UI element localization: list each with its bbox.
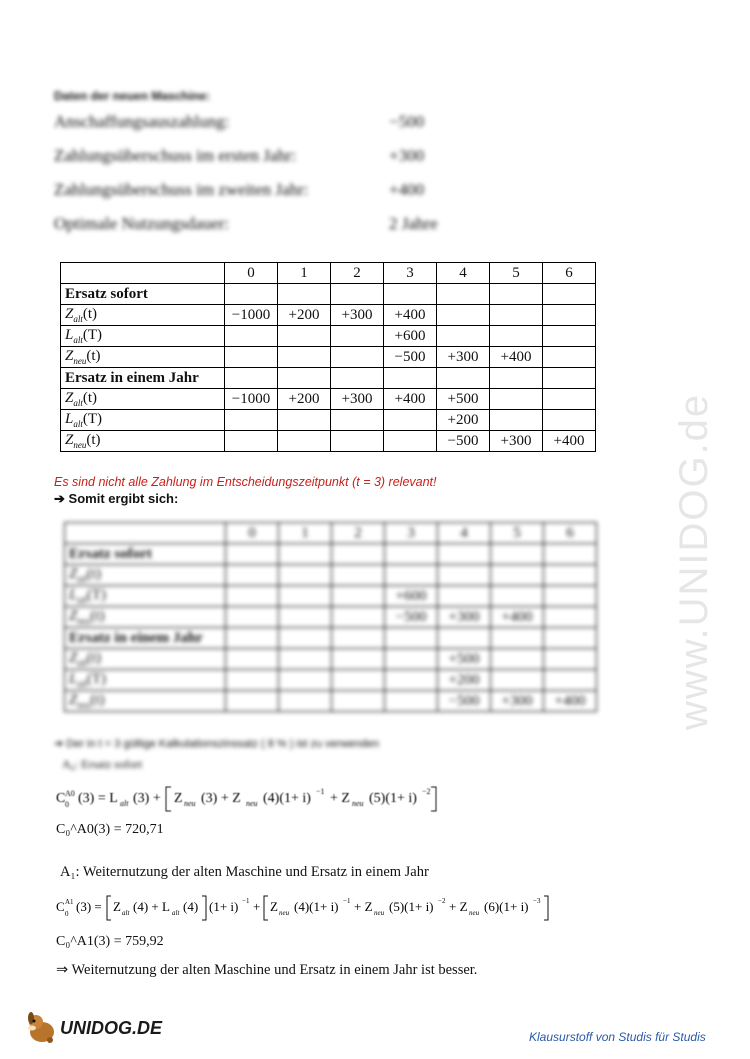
table-cell: [385, 691, 438, 712]
arrow-line: [54, 491, 178, 507]
conclusion: ⇒ Weiternutzung der alten Maschine und Ersatz in einem Jahr ist besser.: [56, 962, 478, 978]
machine-data-value: 2 Jahre: [389, 214, 438, 233]
machine-data-value: −500: [389, 112, 425, 131]
svg-text:alt: alt: [120, 799, 129, 808]
svg-text:Z: Z: [270, 899, 278, 914]
table-cell: [279, 628, 332, 649]
machine-data-row: [54, 214, 454, 248]
table-cell: +400: [490, 347, 543, 368]
table-cell: +600: [385, 586, 438, 607]
row-label: $Z_{alt}(t)$: [65, 649, 226, 670]
table-cell: [332, 544, 385, 565]
table-cell: +300: [491, 691, 544, 712]
table-cell: [279, 607, 332, 628]
logo: [24, 1010, 162, 1046]
svg-text:+ Z: + Z: [330, 791, 350, 806]
table-cell: [331, 347, 384, 368]
svg-text:(3) =: (3) =: [76, 899, 102, 914]
svg-text:−1: −1: [242, 897, 250, 905]
table-cell: [438, 544, 491, 565]
table-cell: [279, 691, 332, 712]
row-label: $L_{alt}(T)$: [65, 586, 226, 607]
svg-text:−1: −1: [316, 787, 325, 796]
machine-data-list: [54, 112, 454, 248]
svg-text:Z: Z: [113, 899, 121, 914]
column-header: 1: [279, 523, 332, 544]
table-cell: [543, 410, 596, 431]
svg-text:(3) +: (3) +: [133, 791, 161, 806]
svg-text:A0: A0: [65, 789, 75, 798]
table-row: [61, 410, 596, 431]
table-cell: [490, 326, 543, 347]
table-cell: [332, 649, 385, 670]
table-cell: −1000: [225, 389, 278, 410]
cashflow-table-1: [60, 262, 596, 452]
table-cell: [278, 326, 331, 347]
table-cell: [226, 628, 279, 649]
table-cell: [490, 305, 543, 326]
a1-label: A₁: Weiternutzung der alten Maschine und Ersatz in einem Jahr: [60, 864, 429, 880]
table-cell: +200: [437, 410, 490, 431]
svg-text:neu: neu: [184, 799, 196, 808]
svg-text:Z: Z: [174, 791, 183, 806]
column-header: 6: [544, 523, 597, 544]
table-cell: [543, 368, 596, 389]
table-cell: −1000: [225, 305, 278, 326]
table-row: [61, 431, 596, 452]
a0-result: C₀^A0(3) = 720,71: [56, 822, 164, 837]
table-cell: +600: [384, 326, 437, 347]
svg-text:0: 0: [65, 910, 69, 918]
footer-tagline: Klausurstoff von Studis für Studis: [529, 1030, 706, 1044]
column-header: 2: [332, 523, 385, 544]
table-cell: +300: [331, 305, 384, 326]
svg-text:+: +: [253, 899, 261, 914]
table-cell: [225, 326, 278, 347]
row-label: $Z_{neu}(t)$: [61, 347, 225, 368]
svg-text:0: 0: [65, 800, 69, 809]
table-cell: +300: [331, 389, 384, 410]
table-cell: [278, 347, 331, 368]
row-label: $Z_{alt}(t)$: [61, 389, 225, 410]
table-cell: [225, 368, 278, 389]
section-title: Ersatz sofort: [65, 544, 226, 565]
svg-text:(5)(1+ i): (5)(1+ i): [369, 791, 417, 806]
table-cell: −500: [438, 691, 491, 712]
table-cell: [544, 628, 597, 649]
table-cell: [279, 649, 332, 670]
section-row: [65, 544, 597, 565]
table-cell: [438, 586, 491, 607]
column-header: 6: [543, 263, 596, 284]
section-heading: Daten der neuen Maschine:: [54, 89, 211, 103]
table-cell: [278, 284, 331, 305]
table-row: [61, 326, 596, 347]
table-cell: [225, 284, 278, 305]
table-cell: +200: [278, 389, 331, 410]
arrow-icon-2: ➔: [54, 738, 64, 750]
table-cell: +400: [491, 607, 544, 628]
table-row: [65, 670, 597, 691]
table-cell: [332, 586, 385, 607]
table-cell: +200: [278, 305, 331, 326]
table-cell: [384, 284, 437, 305]
row-label: $Z_{alt}(t)$: [61, 305, 225, 326]
table-cell: −500: [437, 431, 490, 452]
row-label: $Z_{alt}(t)$: [65, 565, 226, 586]
table-cell: [490, 284, 543, 305]
machine-data-label: Optimale Nutzungsdauer:: [54, 214, 230, 233]
dog-icon: [24, 1010, 60, 1046]
svg-text:(5)(1+ i): (5)(1+ i): [389, 899, 434, 914]
table-cell: [331, 284, 384, 305]
table-cell: +400: [384, 305, 437, 326]
table-cell: [226, 607, 279, 628]
column-header: 4: [438, 523, 491, 544]
svg-text:neu: neu: [469, 909, 480, 917]
table-row: [65, 607, 597, 628]
table-cell: [543, 305, 596, 326]
svg-text:(3) + Z: (3) + Z: [201, 791, 241, 806]
table-cell: [226, 649, 279, 670]
svg-text:neu: neu: [279, 909, 290, 917]
table-cell: +500: [437, 389, 490, 410]
svg-text:−2: −2: [438, 897, 446, 905]
table-cell: +500: [438, 649, 491, 670]
table-cell: +400: [384, 389, 437, 410]
row-label: $L_{alt}(T)$: [61, 326, 225, 347]
section-title: Ersatz sofort: [61, 284, 225, 305]
svg-text:(4): (4): [183, 899, 199, 914]
table-cell: [279, 565, 332, 586]
table-cell: [544, 649, 597, 670]
machine-data-value: +400: [389, 180, 425, 199]
row-label: $L_{alt}(T)$: [61, 410, 225, 431]
table-cell: [225, 410, 278, 431]
svg-text:(4)(1+ i): (4)(1+ i): [294, 899, 339, 914]
table-cell: [490, 389, 543, 410]
table-cell: [490, 368, 543, 389]
table-cell: [438, 628, 491, 649]
table-cell: [332, 565, 385, 586]
table-cell: [278, 431, 331, 452]
svg-text:C: C: [56, 899, 65, 914]
table-cell: +300: [438, 607, 491, 628]
svg-text:(4) + L: (4) + L: [133, 899, 170, 914]
table-cell: [491, 544, 544, 565]
table-row: [61, 389, 596, 410]
machine-data-row: [54, 146, 454, 180]
arrow-text: Somit ergibt sich:: [68, 491, 179, 506]
table-cell: +200: [438, 670, 491, 691]
table-cell: +300: [437, 347, 490, 368]
svg-text:+ Z: + Z: [449, 899, 468, 914]
column-header: 0: [225, 263, 278, 284]
table-cell: [384, 431, 437, 452]
table-cell: [385, 670, 438, 691]
svg-text:C: C: [56, 791, 66, 806]
column-header: 5: [490, 263, 543, 284]
section-row: [65, 628, 597, 649]
table-cell: [331, 410, 384, 431]
table-cell: [226, 670, 279, 691]
table-cell: [491, 628, 544, 649]
machine-data-row: [54, 180, 454, 214]
table-cell: [543, 347, 596, 368]
table-cell: [543, 389, 596, 410]
table-cell: [491, 649, 544, 670]
a0-label: A₀: Ersatz sofort: [62, 757, 143, 771]
table-cell: [278, 368, 331, 389]
svg-text:A1: A1: [65, 898, 74, 906]
table-cell: [491, 565, 544, 586]
table-cell: [543, 326, 596, 347]
table-row: [65, 586, 597, 607]
svg-text:neu: neu: [352, 799, 364, 808]
table-cell: [437, 305, 490, 326]
table-row: [61, 347, 596, 368]
arrow-icon: ➔: [54, 491, 65, 506]
svg-text:neu: neu: [246, 799, 258, 808]
column-header: 0: [226, 523, 279, 544]
column-header: 4: [437, 263, 490, 284]
interest-note-text: Der in t = 3 gültige Kalkulationszinssatz ( 8 % ) ist zu verwenden: [66, 738, 380, 750]
svg-text:alt: alt: [122, 909, 130, 917]
column-header: 5: [491, 523, 544, 544]
table-cell: [437, 284, 490, 305]
table-cell: −500: [384, 347, 437, 368]
table-cell: [438, 565, 491, 586]
svg-text:−1: −1: [343, 897, 351, 905]
section-title: Ersatz in einem Jahr: [65, 628, 226, 649]
column-header: 3: [385, 523, 438, 544]
table-cell: +400: [543, 431, 596, 452]
machine-data-value: +300: [389, 146, 425, 165]
table-cell: [279, 670, 332, 691]
table-corner-cell: [61, 263, 225, 284]
interest-note: [54, 737, 379, 750]
table-cell: [544, 544, 597, 565]
table-cell: [332, 607, 385, 628]
column-header: 1: [278, 263, 331, 284]
table-cell: [544, 565, 597, 586]
table-cell: [226, 691, 279, 712]
row-label: $Z_{neu}(t)$: [65, 691, 226, 712]
table-cell: [544, 607, 597, 628]
table-cell: [226, 544, 279, 565]
svg-text:+ Z: + Z: [354, 899, 373, 914]
table-cell: +400: [544, 691, 597, 712]
section-title: Ersatz in einem Jahr: [61, 368, 225, 389]
a1-formula: [56, 893, 576, 928]
column-header: 3: [384, 263, 437, 284]
machine-data-label: Zahlungsüberschuss im ersten Jahr:: [54, 146, 297, 165]
row-label: $L_{alt}(T)$: [65, 670, 226, 691]
table-cell: [225, 347, 278, 368]
svg-text:(6)(1+ i): (6)(1+ i): [484, 899, 529, 914]
table-cell: [490, 410, 543, 431]
table-cell: [226, 586, 279, 607]
table-cell: [331, 368, 384, 389]
svg-text:(4)(1+ i): (4)(1+ i): [263, 791, 311, 806]
row-label: $Z_{neu}(t)$: [61, 431, 225, 452]
table-cell: −500: [385, 607, 438, 628]
section-row: [61, 284, 596, 305]
table-cell: [437, 368, 490, 389]
svg-text:alt: alt: [172, 909, 180, 917]
table-cell: +300: [490, 431, 543, 452]
table-cell: [385, 544, 438, 565]
table-cell: [331, 326, 384, 347]
table-cell: [544, 670, 597, 691]
table-cell: [225, 431, 278, 452]
svg-text:−2: −2: [422, 787, 431, 796]
table-cell: [491, 670, 544, 691]
table-cell: [385, 628, 438, 649]
a0-formula: [56, 784, 456, 819]
logo-text: UNIDOG.DE: [60, 1017, 163, 1038]
table-row: [61, 305, 596, 326]
table-cell: [491, 586, 544, 607]
table-cell: [279, 586, 332, 607]
a1-formula-graphic: [56, 893, 576, 923]
machine-data-row: [54, 112, 454, 146]
table-cell: [331, 431, 384, 452]
table-cell: [384, 410, 437, 431]
a0-formula-graphic: [56, 784, 456, 814]
row-label: $Z_{neu}(t)$: [65, 607, 226, 628]
warning-text: Es sind nicht alle Zahlung im Entscheidungszeitpunkt (t = 3) relevant!: [54, 475, 437, 489]
table-cell: [279, 544, 332, 565]
machine-data-label: Zahlungsüberschuss im zweiten Jahr:: [54, 180, 309, 199]
svg-text:(1+ i): (1+ i): [209, 899, 239, 914]
cashflow-table-2: [64, 522, 597, 712]
table-cell: [226, 565, 279, 586]
svg-text:neu: neu: [374, 909, 385, 917]
table-cell: [385, 649, 438, 670]
table-cell: [332, 670, 385, 691]
machine-data-label: Anschaffungsauszahlung:: [54, 112, 230, 131]
table-corner-cell: [65, 523, 226, 544]
table-cell: [278, 410, 331, 431]
table-cell: [544, 586, 597, 607]
watermark: www.UNIDOG.de: [672, 392, 716, 730]
svg-text:−3: −3: [533, 897, 541, 905]
table-cell: [384, 368, 437, 389]
table-cell: [332, 691, 385, 712]
column-header: 2: [331, 263, 384, 284]
a1-result: C₀^A1(3) = 759,92: [56, 934, 164, 949]
section-row: [61, 368, 596, 389]
table-cell: [437, 326, 490, 347]
svg-text:(3) = L: (3) = L: [78, 791, 118, 806]
table-row: [65, 691, 597, 712]
table-row: [65, 649, 597, 670]
table-header-row: [65, 523, 597, 544]
table-cell: [332, 628, 385, 649]
table-cell: [385, 565, 438, 586]
table-row: [65, 565, 597, 586]
table-cell: [543, 284, 596, 305]
table-header-row: [61, 263, 596, 284]
